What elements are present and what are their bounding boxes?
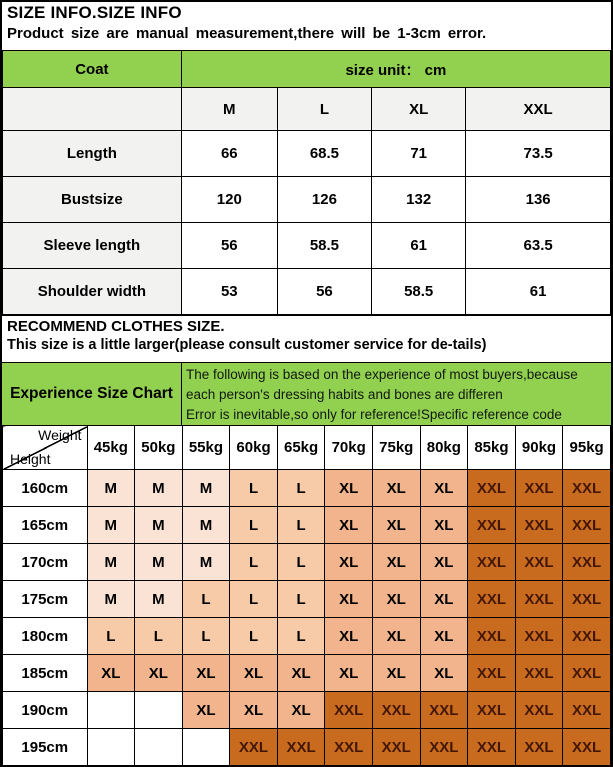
matrix-row	[3, 470, 611, 507]
size-column-header: L	[277, 88, 371, 131]
coat-product-cell: Coat	[3, 51, 182, 88]
weight-column-header: 65kg	[277, 426, 325, 470]
size-recommendation-cell: M	[87, 581, 135, 618]
size-recommendation-cell: XXL	[420, 692, 468, 729]
height-row-label: 190cm	[3, 692, 88, 729]
measurement-row	[3, 223, 611, 269]
size-recommendation-cell: L	[277, 507, 325, 544]
size-recommendation-cell: XXL	[515, 581, 563, 618]
measurement-value: 73.5	[466, 131, 611, 177]
size-column-header: XL	[372, 88, 466, 131]
size-recommendation-cell	[135, 692, 183, 729]
recommend-note: This size is a little larger(please consult customer service for de-tails)	[7, 337, 487, 353]
size-recommendation-cell: XXL	[515, 729, 563, 766]
measurement-value: 132	[372, 177, 466, 223]
height-row-label: 170cm	[3, 544, 88, 581]
size-recommendation-cell: XXL	[515, 470, 563, 507]
experience-note-line: each person's dressing habits and bones are differen	[186, 386, 503, 402]
size-recommendation-cell: XL	[325, 581, 373, 618]
size-recommendation-cell: L	[87, 618, 135, 655]
size-recommendation-cell: L	[230, 470, 278, 507]
size-recommendation-cell: XL	[372, 618, 420, 655]
experience-note	[182, 363, 611, 425]
weight-column-header: 90kg	[515, 426, 563, 470]
height-row-label: 160cm	[3, 470, 88, 507]
size-recommendation-cell: M	[87, 507, 135, 544]
size-recommendation-cell: M	[135, 544, 183, 581]
measurement-value: 56	[277, 269, 371, 315]
size-column-header-empty	[3, 88, 182, 131]
size-recommendation-cell: XXL	[515, 655, 563, 692]
size-recommendation-cell: XL	[420, 618, 468, 655]
corner-height-label: Height	[10, 451, 51, 467]
header-block	[2, 2, 611, 50]
size-recommendation-cell: XXL	[515, 507, 563, 544]
size-recommendation-cell: L	[277, 581, 325, 618]
size-recommendation-cell: L	[230, 618, 278, 655]
size-recommendation-cell	[87, 729, 135, 766]
size-recommendation-cell: XXL	[563, 618, 611, 655]
size-recommendation-cell: M	[182, 470, 230, 507]
coat-size-table	[2, 50, 611, 315]
weight-column-header: 75kg	[372, 426, 420, 470]
weight-column-header: 70kg	[325, 426, 373, 470]
measurement-row	[3, 131, 611, 177]
height-row-label: 175cm	[3, 581, 88, 618]
size-recommendation-cell: L	[277, 618, 325, 655]
size-recommendation-cell: L	[277, 544, 325, 581]
size-recommendation-cell: XL	[372, 581, 420, 618]
size-recommendation-cell: XXL	[563, 544, 611, 581]
size-recommendation-cell: XL	[372, 470, 420, 507]
size-recommendation-cell: XL	[420, 507, 468, 544]
measurement-value: 61	[372, 223, 466, 269]
weight-column-header: 50kg	[135, 426, 183, 470]
size-recommendation-cell: XXL	[372, 729, 420, 766]
size-recommendation-cell: M	[135, 581, 183, 618]
size-recommendation-cell: XXL	[277, 729, 325, 766]
size-recommendation-cell: XL	[325, 544, 373, 581]
measurement-value: 120	[181, 177, 277, 223]
size-recommendation-cell: XXL	[515, 692, 563, 729]
size-recommendation-cell: M	[87, 470, 135, 507]
size-recommendation-cell: XL	[325, 470, 373, 507]
matrix-row	[3, 544, 611, 581]
measurement-label: Shoulder width	[3, 269, 182, 315]
measurement-value: 58.5	[372, 269, 466, 315]
coat-size-table-body	[3, 51, 611, 315]
size-recommendation-cell	[135, 729, 183, 766]
size-recommendation-cell: L	[182, 581, 230, 618]
size-recommendation-cell: L	[230, 507, 278, 544]
size-recommendation-cell: XXL	[468, 729, 516, 766]
size-recommendation-cell: XXL	[468, 692, 516, 729]
size-recommendation-cell: XXL	[468, 544, 516, 581]
experience-chart-label: Experience Size Chart	[2, 363, 182, 425]
size-recommendation-cell: XL	[372, 507, 420, 544]
measurement-row	[3, 269, 611, 315]
size-recommendation-cell: XL	[420, 655, 468, 692]
weight-height-corner	[3, 426, 88, 470]
weight-column-header: 85kg	[468, 426, 516, 470]
size-column-header: M	[181, 88, 277, 131]
measurement-label: Sleeve length	[3, 223, 182, 269]
experience-banner	[2, 362, 611, 425]
size-column-header: XXL	[466, 88, 611, 131]
measurement-value: 136	[466, 177, 611, 223]
weight-column-header: 95kg	[563, 426, 611, 470]
experience-note-line: The following is based on the experience of most buyers,because	[186, 367, 578, 382]
matrix-header-row	[3, 426, 611, 470]
matrix-row	[3, 655, 611, 692]
size-recommendation-cell: XL	[135, 655, 183, 692]
measurement-value: 58.5	[277, 223, 371, 269]
measurement-label: Length	[3, 131, 182, 177]
height-row-label: 180cm	[3, 618, 88, 655]
size-recommendation-cell: XXL	[563, 581, 611, 618]
page-subtitle: Product size are manual measurement,there will be 1-3cm error.	[7, 25, 487, 42]
size-recommendation-cell: L	[135, 618, 183, 655]
measurement-label: Bustsize	[3, 177, 182, 223]
size-recommendation-cell: XXL	[563, 692, 611, 729]
size-recommendation-cell: XXL	[325, 729, 373, 766]
size-recommendation-cell: XXL	[515, 618, 563, 655]
size-recommendation-cell: L	[230, 581, 278, 618]
size-recommendation-cell: M	[182, 544, 230, 581]
recommend-block	[2, 315, 611, 362]
measurement-row	[3, 177, 611, 223]
size-recommendation-cell: XXL	[230, 729, 278, 766]
experience-matrix-table	[2, 425, 611, 766]
size-recommendation-cell: XL	[325, 507, 373, 544]
measurement-value: 71	[372, 131, 466, 177]
size-recommendation-cell	[182, 729, 230, 766]
weight-column-header: 60kg	[230, 426, 278, 470]
size-recommendation-cell: M	[87, 544, 135, 581]
matrix-row	[3, 692, 611, 729]
height-row-label: 165cm	[3, 507, 88, 544]
measurement-value: 56	[181, 223, 277, 269]
size-recommendation-cell: XL	[182, 655, 230, 692]
size-recommendation-cell: XL	[182, 692, 230, 729]
corner-weight-label: Weight	[38, 427, 82, 443]
size-recommendation-cell: XXL	[468, 470, 516, 507]
height-row-label: 195cm	[3, 729, 88, 766]
size-recommendation-cell: XL	[230, 692, 278, 729]
experience-note-line: Error is inevitable,so only for reference!Specific reference code	[186, 406, 562, 422]
matrix-row	[3, 507, 611, 544]
size-recommendation-cell: L	[230, 544, 278, 581]
coat-banner-row	[3, 51, 611, 88]
size-unit-cell: size unit： cm	[181, 51, 610, 88]
size-recommendation-cell: XL	[325, 655, 373, 692]
size-recommendation-cell: XL	[420, 544, 468, 581]
size-recommendation-cell: L	[182, 618, 230, 655]
matrix-row	[3, 729, 611, 766]
size-recommendation-cell: XL	[420, 581, 468, 618]
size-recommendation-cell: XL	[87, 655, 135, 692]
size-recommendation-cell: XXL	[468, 581, 516, 618]
size-recommendation-cell: XL	[325, 618, 373, 655]
size-recommendation-cell: XXL	[468, 507, 516, 544]
measurement-value: 126	[277, 177, 371, 223]
weight-column-header: 80kg	[420, 426, 468, 470]
size-recommendation-cell: XXL	[420, 729, 468, 766]
size-recommendation-cell: XXL	[563, 507, 611, 544]
size-recommendation-cell: XXL	[563, 470, 611, 507]
measurement-value: 53	[181, 269, 277, 315]
size-recommendation-cell: XL	[420, 470, 468, 507]
size-recommendation-cell: M	[135, 507, 183, 544]
weight-column-header: 55kg	[182, 426, 230, 470]
size-recommendation-cell: XL	[372, 544, 420, 581]
page-title: SIZE INFO.SIZE INFO	[7, 3, 182, 22]
size-recommendation-cell: XXL	[563, 655, 611, 692]
size-recommendation-cell: XXL	[468, 655, 516, 692]
size-recommendation-cell: XXL	[515, 544, 563, 581]
size-recommendation-cell: M	[135, 470, 183, 507]
height-row-label: 185cm	[3, 655, 88, 692]
size-recommendation-cell: XL	[230, 655, 278, 692]
size-recommendation-cell: XXL	[468, 618, 516, 655]
measurement-value: 61	[466, 269, 611, 315]
size-recommendation-cell: XL	[277, 655, 325, 692]
matrix-row	[3, 618, 611, 655]
measurement-value: 66	[181, 131, 277, 177]
measurement-value: 63.5	[466, 223, 611, 269]
recommend-title: RECOMMEND CLOTHES SIZE.	[7, 318, 225, 335]
size-columns-row	[3, 88, 611, 131]
size-recommendation-cell: XXL	[372, 692, 420, 729]
size-recommendation-cell: M	[182, 507, 230, 544]
size-recommendation-cell: XL	[277, 692, 325, 729]
weight-column-header: 45kg	[87, 426, 135, 470]
size-recommendation-cell: XXL	[563, 729, 611, 766]
size-recommendation-cell: XXL	[325, 692, 373, 729]
size-recommendation-cell	[87, 692, 135, 729]
matrix-body	[3, 470, 611, 766]
measurement-value: 68.5	[277, 131, 371, 177]
matrix-row	[3, 581, 611, 618]
size-recommendation-cell: XL	[372, 655, 420, 692]
size-recommendation-cell: L	[277, 470, 325, 507]
